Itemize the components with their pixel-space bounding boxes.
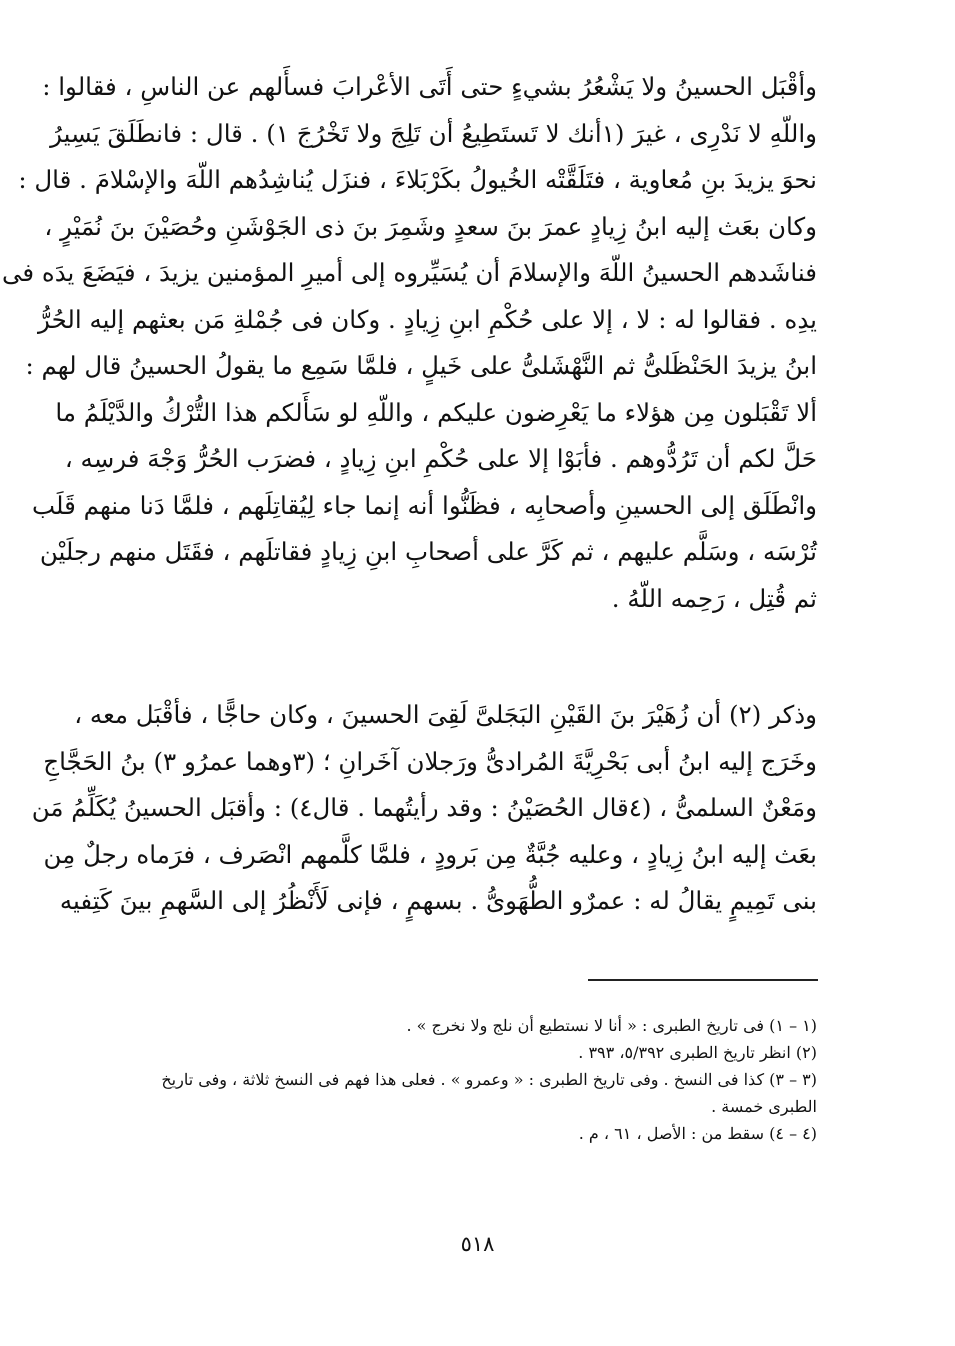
text-line: تُرْسَه ، وسَلَّم عليهم ، ثم كَرَّ على أصحابِ ابنِ زِيادٍ فقاتلَهم ، فقَتَل منهم رجلَيْن — [39, 537, 817, 566]
main-paragraph-1 — [1, 64, 817, 622]
footnote-line: (٤ – ٤) سقط من : الأصل ، ٦١ ، م . — [578, 1124, 817, 1143]
text-line: ابنُ يزيدَ الحَنْظَلىُّ ثم النَّهْشَلىُّ على خَيلٍ ، فلمَّا سَمِع ما يقولُ الحسينُ قال لهم : — [25, 351, 817, 380]
text-line: وكان بعَث إليه ابنُ زِيادٍ عمرَ بنَ سعدٍ وشَمِرَ بنَ ذى الجَوْشَنِ وحُصَيْنَ بنَ نُمَيْرٍ ، — [44, 211, 817, 241]
footnote-line: (١ – ١) فى تاريخ الطبرى : « أنا لا نستطيع أن نلج ولا نخرج » . — [406, 1016, 817, 1035]
text-line: ثم قُتِل ، رَحِمه اللّهُ . — [611, 583, 817, 613]
text-line: بنى تَمِيمٍ يقالُ له : عمرٌو الطُّهَوىُّ . بسهمٍ ، فإنى لَأَنْظُرُ إلى السَّهمِ بينَ كَتِفيه — [59, 886, 817, 915]
footnote-line: (٢) انظر تاريخ الطبرى ٥/٣٩٢، ٣٩٣ . — [578, 1043, 817, 1062]
text-line: ألا تَقْبَلون مِن هؤلاء ما يَعْرِضون عليكم ، واللّهِ لو سَأَلكم هذا التُّرْكُ والدَّيْلَمُ ما — [55, 397, 817, 427]
page-number: ٥١٨ — [460, 1232, 495, 1256]
text-line: فناشَدهم الحسينُ اللّهَ والإسلامَ أن يُسَيِّروه إلى أميرِ المؤمنين يزيدَ ، فيَضَعَ يدَه فى — [1, 258, 817, 287]
footnote-line: (٣ – ٣) كذا فى النسخ . وفى تاريخ الطبرى : « وعمرو » . فعلى هذا فهم فى النسخ ثلاثة ، وفى تاريخ — [161, 1070, 817, 1089]
text-line: حَلَّ لكم أن تَرُدُّوهم . فأبَوْا إلا على حُكْمِ ابنِ زِيادٍ ، فضرَب الحُرُّ وَجْهَ فرسِه ، — [64, 444, 817, 473]
footnotes — [105, 1012, 817, 1147]
text-line: بعَث إليه ابنُ زِيادٍ ، وعليه جُبَّةٌ مِن بَرودٍ ، فلمَّا كلَّمهم انْصَرف ، فرَماه رجلٌ مِن — [43, 839, 817, 869]
text-line: ومَعْنٌ السلمىُّ ، (٤قال الحُصَيْنُ : وقد رأيتُهما . قال٤) : وأقبَل الحسينُ يُكَلِّمُ مَن — [31, 793, 817, 822]
text-line: وخَرَج إليه ابنُ أبى بَحْرِيَّةَ المُرادىُّ ورَجلان آخَرانِ ؛ (٣وهما عمرُو ٣) بنُ الحَجَّاجِ — [43, 746, 817, 776]
text-line: وذكر (٢) أن زُهَيْرَ بنَ القَيْنِ البَجَلىَّ لَقِىَ الحسينَ ، وكان حاجًّا ، فأقْبَل معه ، — [74, 700, 817, 729]
footnote-separator — [588, 979, 818, 981]
main-paragraph-2 — [31, 692, 817, 925]
text-line: وأقْبَل الحسينُ ولا يَشْعُرُ بشيءٍ حتى أَتَى الأعْرابَ فسأَلهم عن الناسِ ، فقالوا : — [42, 72, 817, 101]
text-line: نحوَ يزيدَ بنِ مُعاوية ، فتَلَقَّتْه الخُيولُ بكَرْبَلاءَ ، فنزَل يُناشِدُهم اللّهَ والإسْلامَ . قال : — [18, 165, 817, 194]
text-line: يدِه . فقالوا له : لا ، إلا على حُكْمِ ابنِ زِيادٍ . وكان فى جُمْلةِ مَن بعثهم إليه الحُرُّ — [38, 304, 817, 334]
text-line: واللّهِ لا نَدْرِى ، غيرَ (١أنك لا تَستَطِيعُ أن تَلِجَ ولا تَخْرُجَ ١) . قال : فانطَلَقَ يَسِيرُ — [50, 118, 817, 148]
footnote-line: الطبرى خمسة . — [711, 1097, 817, 1116]
text-line: وانْطَلَق إلى الحسينِ وأصحابِه ، فظَنُّوا أنه إنما جاء لِيُقاتِلَهم ، فلمَّا دَنا منهم قَلَب — [32, 490, 817, 520]
